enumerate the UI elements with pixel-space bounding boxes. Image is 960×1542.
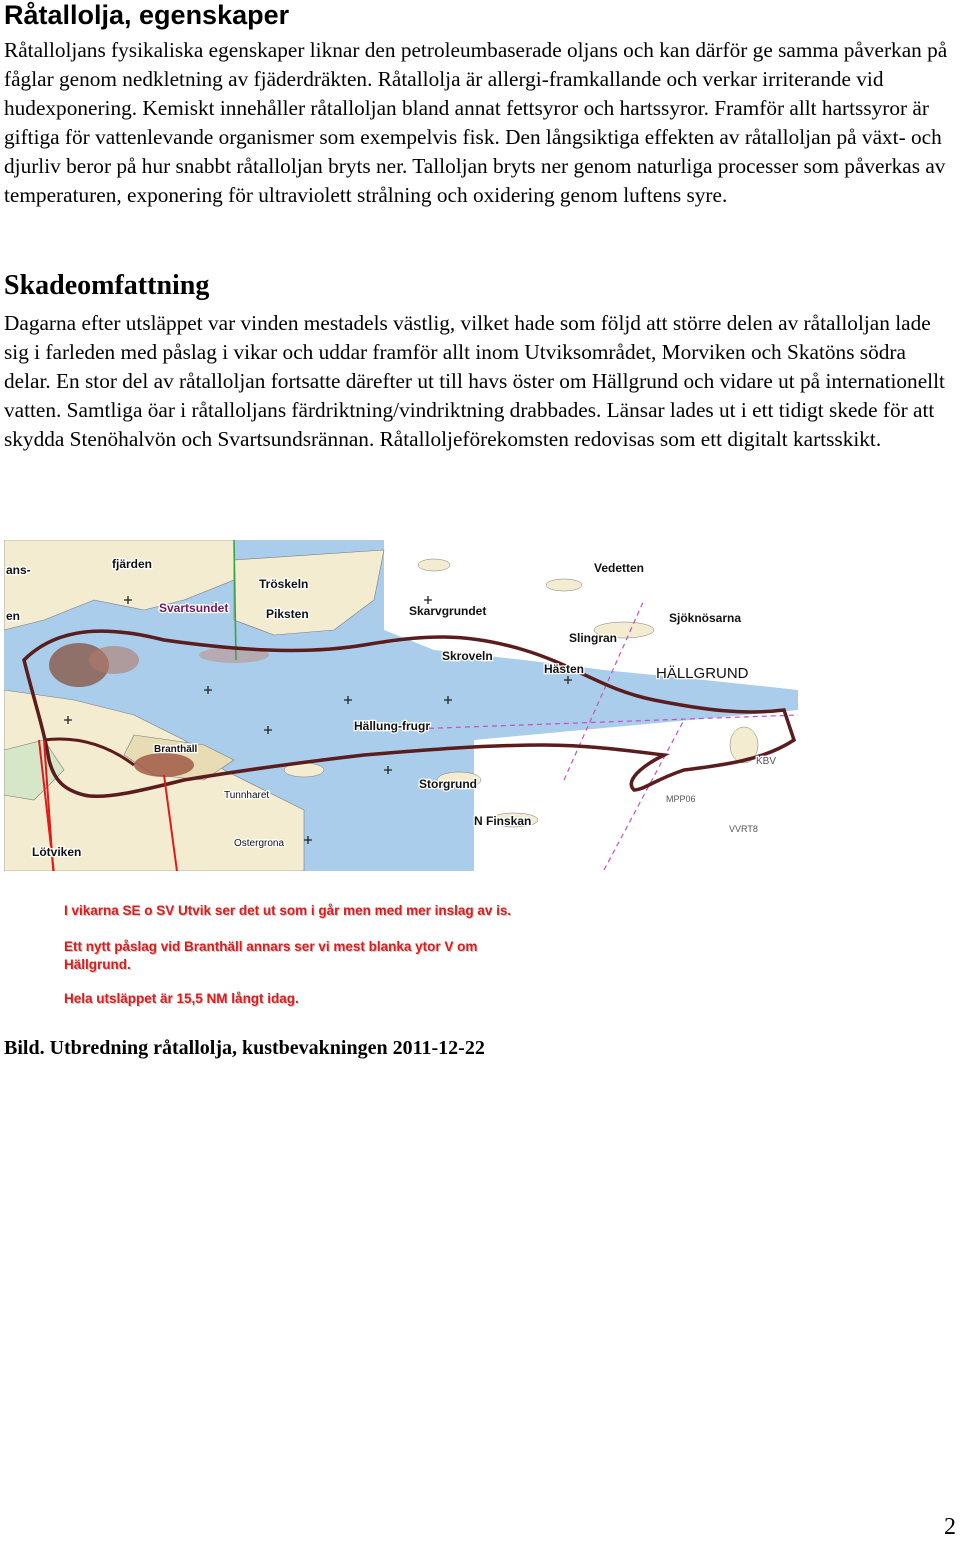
- map-label-branthall: Branthäll: [154, 744, 198, 755]
- properties-paragraph: Råtalloljans fysikaliska egenskaper liknar den petroleumbaserade oljans och kan därför ge samma påverkan på fåglar genom nedkletning av fjäderdräkten. Råtallolja är allergi-framkallande och verkar irriterande vid hudexponering. Kemiskt innehåller råtalloljan bland annat fettsyror och hartssyror. Framför allt hartssyror är giftiga för vattenlevande organismer som exempelvis fisk. Den långsiktiga effekten av råtalloljan på växt- och djurliv beror på hur snabbt råtalloljan bryts ner. Talloljan bryts ner genom naturliga processer som påverkas av temperaturen, exponering för ultraviolett strålning och oxidering genom luftens syre.: [4, 38, 948, 207]
- map-label-piksten: Piksten: [266, 607, 309, 621]
- map-label-hallgrund: HÄLLGRUND: [656, 665, 749, 682]
- section-heading-damage: Skadeomfattning: [4, 270, 210, 301]
- map-label-skarvgrundet: Skarvgrundet: [409, 604, 487, 618]
- map-label-vvrt8: VVRT8: [729, 824, 758, 834]
- map-label-hallung-frugr: Hällung-frugr: [354, 719, 430, 733]
- figure-caption: Bild. Utbredning råtallolja, kustbevakningen 2011-12-22: [4, 1037, 485, 1059]
- map-label-sjoknosarna: Sjöknösarna: [669, 611, 742, 625]
- map-label-slingran: Slingran: [569, 631, 618, 645]
- map-label-skroveln: Skroveln: [442, 649, 493, 663]
- map-label-ans: ans-: [6, 563, 31, 577]
- map-label-n-finskan: N Finskan: [474, 814, 532, 828]
- map-label-en: en: [6, 609, 21, 623]
- nautical-chart-map: [4, 540, 798, 871]
- map-label-troskeln: Tröskeln: [259, 577, 309, 591]
- map-label-kbv: KBV: [756, 756, 777, 767]
- map-label-lotviken: Lötviken: [32, 845, 82, 859]
- map-annotation-1: I vikarna SE o SV Utvik ser det ut som i går men med mer inslag av is.: [64, 903, 512, 918]
- map-label-svartsundet: Svartsundet: [159, 601, 229, 615]
- map-label-mpp06: MPP06: [666, 794, 696, 804]
- map-label-storgrund: Storgrund: [419, 777, 477, 791]
- section-heading-properties: Råtallolja, egenskaper: [4, 0, 290, 30]
- map-annotation-2: Ett nytt påslag vid Branthäll annars ser vi mest blanka ytor V om Hällgrund.: [64, 939, 478, 972]
- page-number: 2: [944, 1514, 956, 1540]
- map-label-tunnharet: Tunnharet: [224, 790, 270, 801]
- damage-paragraph: Dagarna efter utsläppet var vinden mestadels västlig, vilket hade som följd att större delen av råtalloljan lade sig i farleden med påslag i vikar och uddar framför allt inom Utviksområdet, Morviken och Skatöns södra delar. En stor del av råtalloljan fortsatte därefter ut till havs öster om Hällgrund och vidare ut på internationellt vatten. Samtliga öar i råtalloljans färdriktning/vindriktning drabbades. Länsar lades ut i ett tidigt skede för att skydda Stenöhalvön och Svartsundsrännan. Råtalloljeförekomsten redovisas som ett digitalt kartsskikt.: [4, 311, 945, 451]
- map-label-hasten: Hästen: [544, 662, 585, 676]
- map-annotation-3: Hela utsläppet är 15,5 NM långt idag.: [64, 991, 299, 1006]
- map-label-fjarden: fjärden: [112, 557, 153, 571]
- map-label-ostergrona: Ostergrona: [234, 838, 285, 849]
- map-label-vedetten: Vedetten: [594, 561, 645, 575]
